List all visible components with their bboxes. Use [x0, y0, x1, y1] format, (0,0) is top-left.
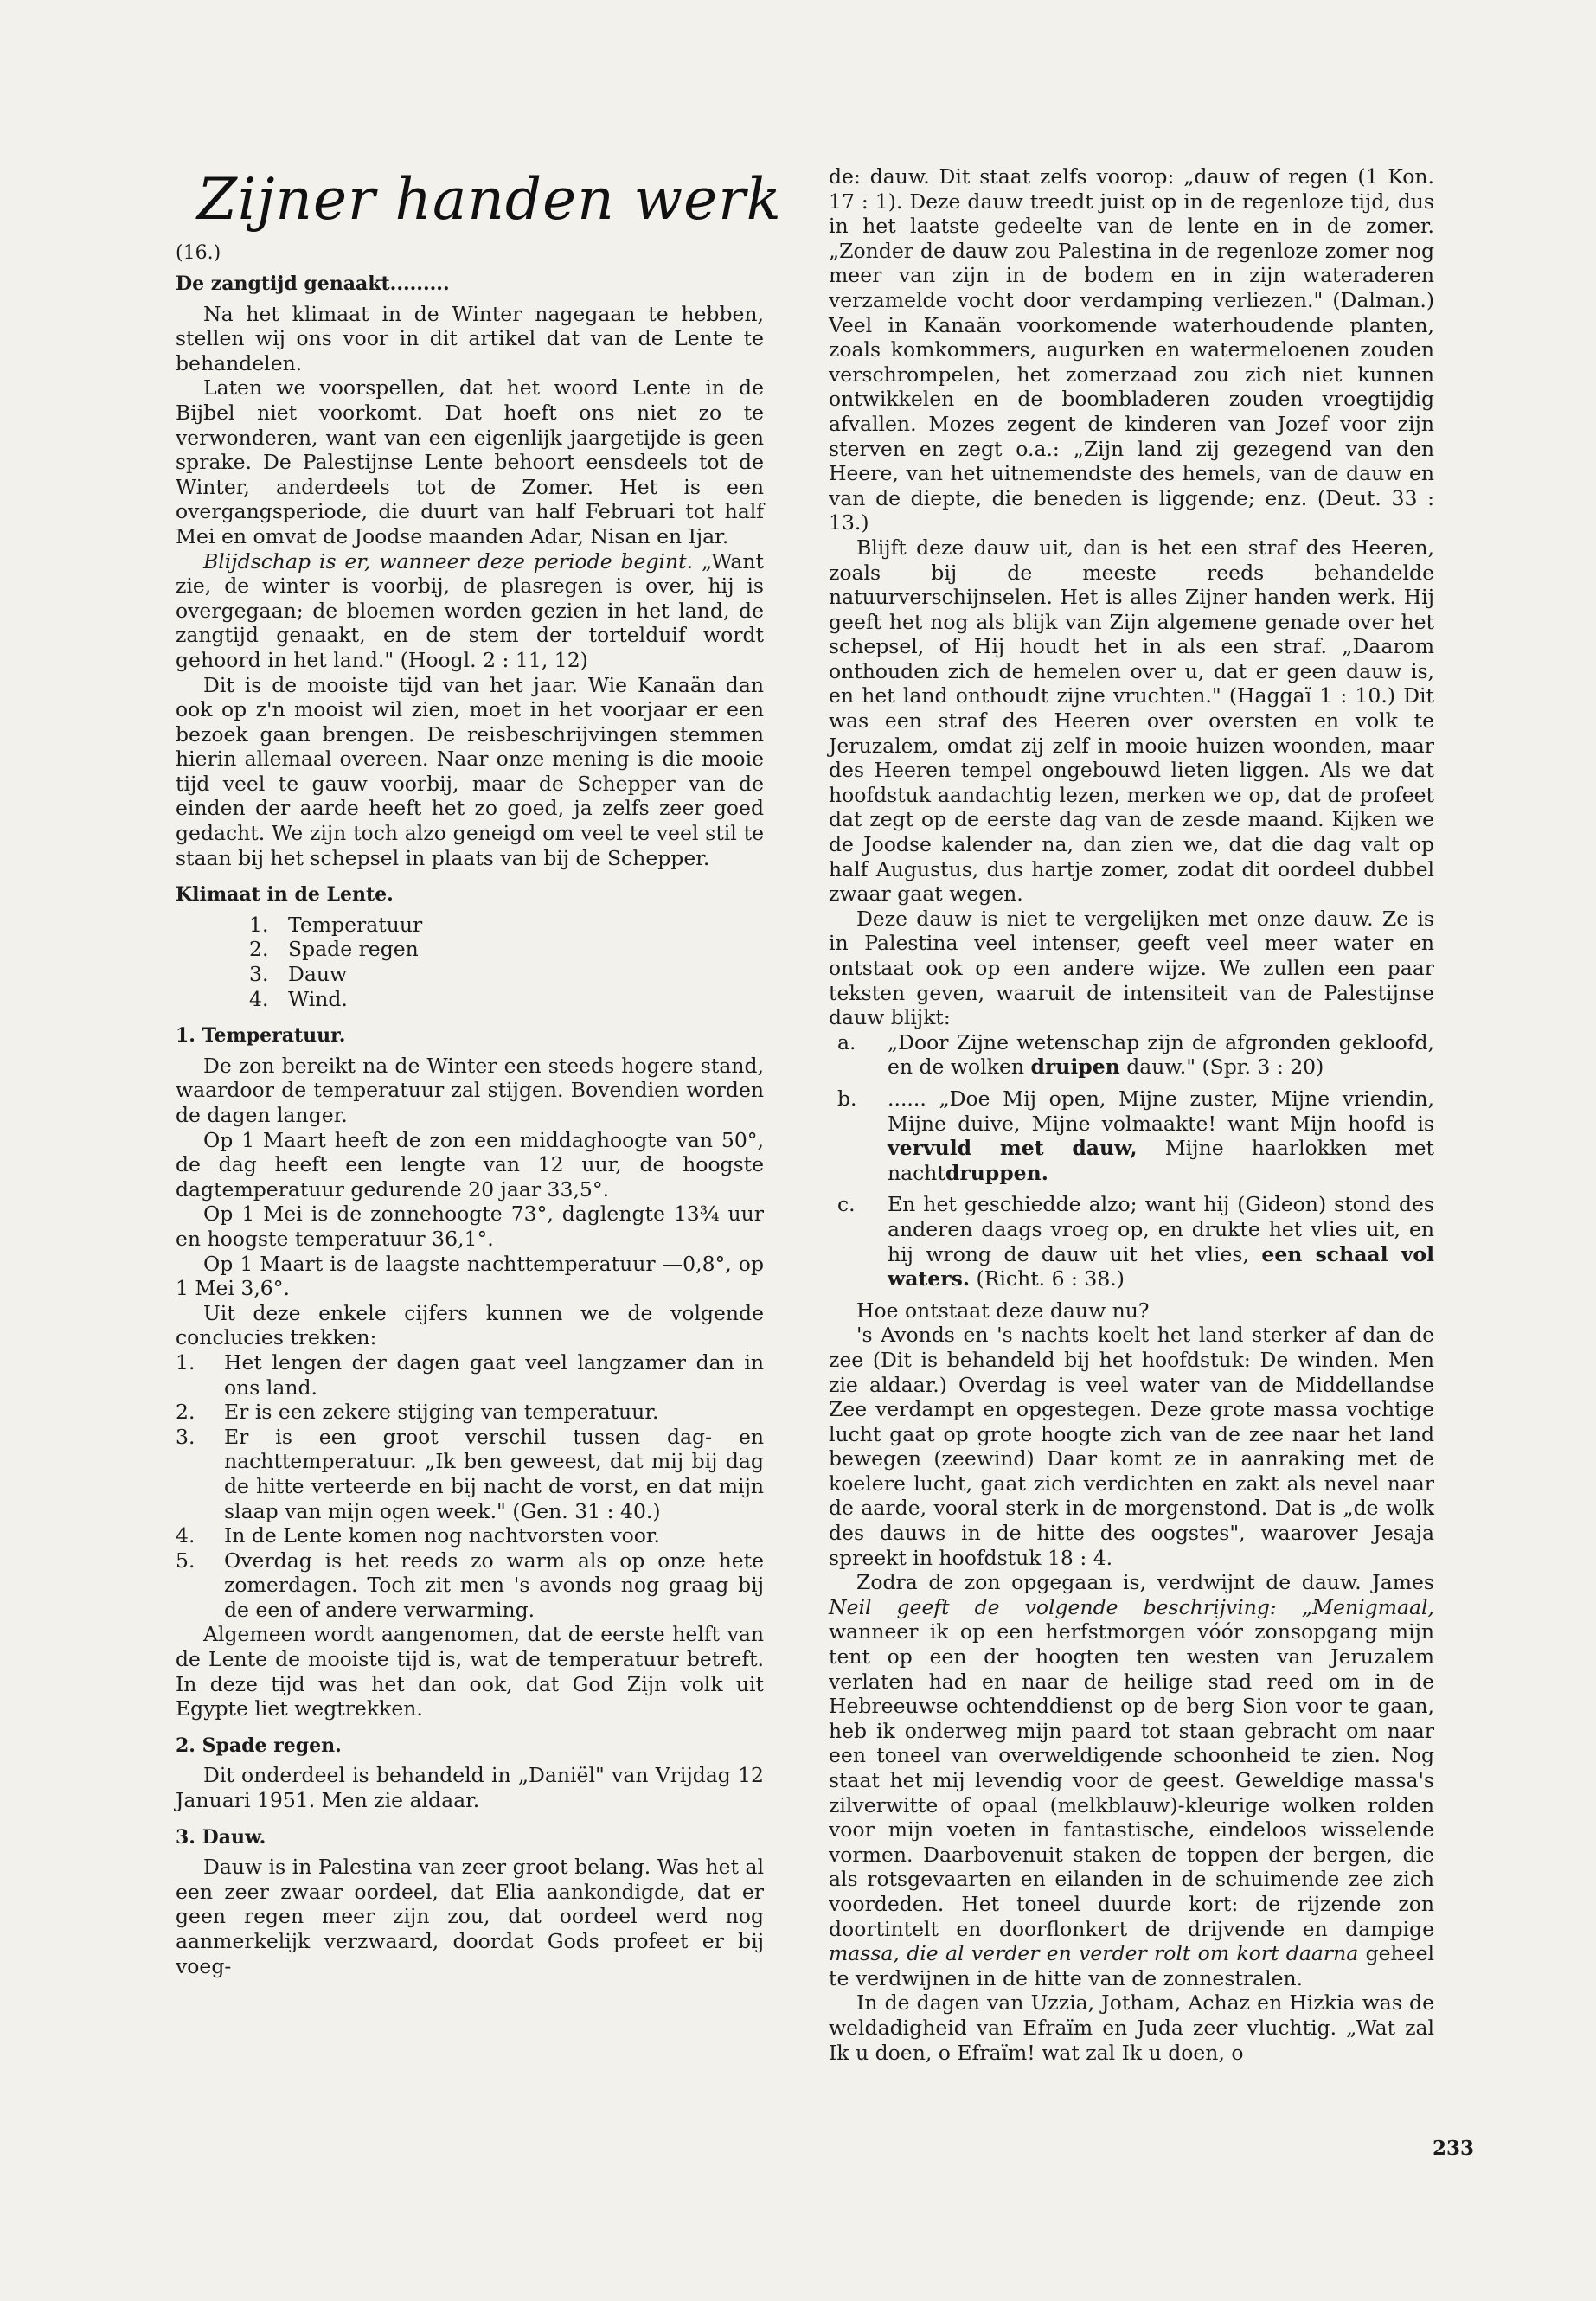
- list-item: 4. In de Lente komen nog nachtvorsten voor.: [176, 1523, 661, 1548]
- section-heading-spade-regen: 2. Spade regen.: [176, 1734, 342, 1757]
- paragraph: Zodra de zon opgegaan is, verdwijnt de dauw. James Neil geeft de volgende beschrijving: „Menigmaal, wanneer ik op een herfstmorgen vóór zonsopgang mijn tent op een der hoogten ten westen van Jeruzalem verlaten had en naar de heilige stad reed om in de Hebreeuwse ochtenddienst op de berg Sion voor te gaan, heb ik onderweg mijn paard tot staan gebracht om naar een toneel van overweldigende schoonheid te zien. Nog staat het mij levendig voor de geest. Geweldige massa's zilverwitte of opaal (melkblauw)-kleurige wolken rolden voor mijn voeten in fantastische, eindeloos wisselende vormen. Daarbovenuit staken de toppen der bergen, die als rotsgevaarten en eilanden in de schuimende zee zich voordeden. Het toneel duurde kort: de rijzende zon doortintelt en doorflonkert de drijvende en dampige massa, die al verder en verder rolt om kort daarna geheel te verdwijnen in de hitte van de zonnestralen.: [829, 1570, 1434, 1990]
- paragraph: de: dauw. Dit staat zelfs voorop: „dauw of regen (1 Kon. 17 : 1). Deze dauw treedt juist op in de regenloze tijd, dus in het laatste gedeelte van de lente en in de zomer. „Zonder de dauw zou Palestina in de regenloze zomer nog meer van zijn in de bodem en in zijn wateraderen verzamelde vocht door verdamping verliezen." (Dalman.) Veel in Kanaän voorkomende waterhoudende planten, zoals komkommers, augurken en watermeloenen zouden verschrompelen, het zomerzaad zou zich niet kunnen ontwikkelen en de boombladeren zouden vroegtijdig afvallen. Mozes zegent de kinderen van Jozef voor zijn sterven en zegt o.a.: „Zijn land zij gezegend van den Heere, van het uitnemendste des hemels, van de dauw en van de diepte, die beneden is liggende; enz. (Deut. 33 : 13.): [829, 164, 1434, 535]
- list-item: 5. Overdag is het reeds zo warm als op onze hete zomerdagen. Toch zit men 's avonds nog graag bij de een of andere verwarming.: [176, 1548, 764, 1622]
- article-title: Zijner handen werk: [197, 166, 782, 233]
- list-item: 3. Er is een groot verschil tussen dag- en nachttemperatuur. „Ik ben geweest, dat mij bij dag de hitte verteerde en bij nacht de vorst, en dat mijn slaap van mijn ogen week." (Gen. 31 : 40.): [176, 1424, 764, 1523]
- quote-text: „Want zie, de winter is voorbij, de plasregen is over, hij is overgegaan; de bloemen worden gezien in het land, de zangtijd genaakt, en de stem der tortelduif wordt gehoord in het land." (Hoogl. 2 : 11, 12): [176, 548, 764, 672]
- paragraph: Dit onderdeel is behandeld in „Daniël" van Vrijdag 12 Januari 1951. Men zie aldaar.: [176, 1763, 764, 1813]
- paragraph: Deze dauw is niet te vergelijken met onze dauw. Ze is in Palestina veel intenser, geeft veel meer water en ontstaat ook op een andere wijze. We zullen een paar teksten geven, waaruit de intensiteit van de Palestijnse dauw blijkt:: [829, 906, 1434, 1030]
- list-item: 1. Het lengen der dagen gaat veel langzamer dan in ons land.: [176, 1349, 764, 1400]
- section-heading-zangtijd: De zangtijd genaakt.........: [176, 272, 450, 295]
- list-item: b. ...... „Doe Mij open, Mijne zuster, Mijne vriendin, Mijne duive, Mijne volmaakte! want Mijn hoofd is vervuld met dauw, Mijne haarlokken met nachtdruppen.: [837, 1086, 1434, 1185]
- paragraph: Uit deze enkele cijfers kunnen we de volgende conclucies trekken:: [176, 1300, 764, 1350]
- paragraph: In de dagen van Uzzia, Jotham, Achaz en Hizkia was de weldadigheid van Efraïm en Juda zeer vluchtig. „Wat zal Ik u doen, o Efraïm! wat zal Ik u doen, o: [829, 1990, 1434, 2065]
- paragraph: Op 1 Maart is de laagste nachttemperatuur —0,8°, op 1 Mei 3,6°.: [176, 1251, 764, 1301]
- list-item: a. „Door Zijne wetenschap zijn de afgronden gekloofd, en de wolken druipen dauw." (Spr. 3 : 20): [837, 1029, 1434, 1080]
- list-item: 3. Dauw: [249, 962, 348, 987]
- section-heading-klimaat: Klimaat in de Lente.: [176, 883, 394, 907]
- paragraph: Laten we voorspellen, dat het woord Lente in de Bijbel niet voorkomt. Dat hoeft ons niet zo te verwonderen, want van een eigenlijk jaargetijde is geen sprake. De Palestijnse Lente behoort eensdeels tot de Winter, anderdeels tot de Zomer. Het is een overgangsperiode, die duurt van half Februari tot half Mei en omvat de Joodse maanden Adar, Nisan en Ijar.: [176, 375, 764, 548]
- list-item: 2. Spade regen: [249, 937, 419, 962]
- paragraph: Blijft deze dauw uit, dan is het een straf des Heeren, zoals bij de meeste reeds behandelde natuurverschijnselen. Het is alles Zijner handen werk. Hij geeft het nog als blijk van Zijn algemene genade over het schepsel, of Hij houdt het in als een straf. „Daarom onthouden zich de hemelen over u, dat er geen dauw is, en het land onthoudt zijne vruchten." (Haggaï 1 : 10.) Dit was een straf des Heeren over oversten en volk te Jeruzalem, omdat zij zelf in mooie huizen woonden, maar des Heeren tempel ongebouwd lieten liggen. Als we dat hoofdstuk aandachtig lezen, merken we op, dat de profeet dat zegt op de eerste dag van de zesde maand. Kijken we de Joodse kalender na, dan zien we, dat die dag valt op half Augustus, dus hartje zomer, zodat dit oordeel dubbel zwaar gaat wegen.: [829, 535, 1434, 907]
- quotes-list: [829, 1030, 1434, 1292]
- paragraph: 's Avonds en 's nachts koelt het land sterker af dan de zee (Dit is behandeld bij het hoofdstuk: De winden. Men zie aldaar.) Overdag is veel water van de Middellandse Zee verdampt en opgestegen. Deze grote massa vochtige lucht gaat op grote hoogte zich van de zee naar het land bewegen (zeewind) Daar komt ze in aanraking met de koelere lucht, gaat zich verdichten en zakt als nevel naar de aarde, vooral sterk in de morgenstond. Dat is „de wolk des dauws in de hitte des oogstes", waarover Jesaja spreekt in hoofdstuk 18 : 4.: [829, 1323, 1434, 1570]
- page-number: 233: [1433, 2137, 1475, 2160]
- paragraph: Op 1 Mei is de zonnehoogte 73°, daglengte 13¾ uur en hoogste temperatuur 36,1°.: [176, 1202, 764, 1251]
- list-item: c. En het geschiedde alzo; want hij (Gideon) stond des anderen daags vroeg op, en drukte het vlies uit, en hij wrong de dauw uit het vlies, een schaal vol waters. (Richt. 6 : 38.): [837, 1192, 1434, 1292]
- paragraph: Dauw is in Palestina van zeer groot belang. Was het al een zeer zwaar oordeel, dat Elia aankondigde, dat er geen regen meer zijn zou, dat oordeel werd nog aanmerkelijk verzwaard, doordat Gods profeet er bij voeg-: [176, 1855, 764, 1978]
- left-column: [176, 260, 764, 1978]
- section-heading-dauw: 3. Dauw.: [176, 1825, 266, 1849]
- conclusions-list: [176, 1350, 764, 1623]
- right-column: [829, 164, 1434, 2065]
- section-heading-temperatuur: 1. Temperatuur.: [176, 1024, 346, 1048]
- paragraph: Dit is de mooiste tijd van het jaar. Wie Kanaän dan ook op z'n mooist wil zien, moet in het voorjaar er een bezoek gaan brengen. De reisbeschrijvingen stemmen hierin allemaal overeen. Naar onze mening is die mooie tijd veel te gauw voorbij, maar de Schepper van de einden der aarde heeft het zo goed, ja zelfs zeer goed gedacht. We zijn toch alzo geneigd om veel te veel stil te staan bij het schepsel in plaats van bij de Schepper.: [176, 672, 764, 870]
- list-item: 2. Er is een zekere stijging van temperatuur.: [176, 1400, 659, 1425]
- list-item: 1. Temperatuur: [249, 912, 423, 937]
- list-item: 4. Wind.: [249, 986, 348, 1011]
- paragraph: Na het klimaat in de Winter nagegaan te hebben, stellen wij ons voor in dit artikel dat van de Lente te behandelen.: [176, 301, 764, 375]
- paragraph: [176, 549, 764, 673]
- klimaat-list: [176, 913, 764, 1011]
- paragraph: Op 1 Maart heeft de zon een middaghoogte van 50°, de dag heeft een lengte van 12 uur, de hoogste dagtemperatuur gedurende 20 jaar 33,5°.: [176, 1127, 764, 1202]
- paragraph: Algemeen wordt aangenomen, dat de eerste helft van de Lente de mooiste tijd is, wat de temperatuur betreft. In deze tijd was het dan ook, dat God Zijn volk uit Egypte liet wegtrekken.: [176, 1622, 764, 1721]
- italic-text: Blijdschap is er, wanneer deze periode begint.: [203, 548, 694, 574]
- paragraph: De zon bereikt na de Winter een steeds hogere stand, waardoor de temperatuur zal stijgen. Bovendien worden de dagen langer.: [176, 1053, 764, 1127]
- paragraph: Hoe ontstaat deze dauw nu?: [856, 1298, 1150, 1323]
- series-number: (16.): [176, 242, 221, 264]
